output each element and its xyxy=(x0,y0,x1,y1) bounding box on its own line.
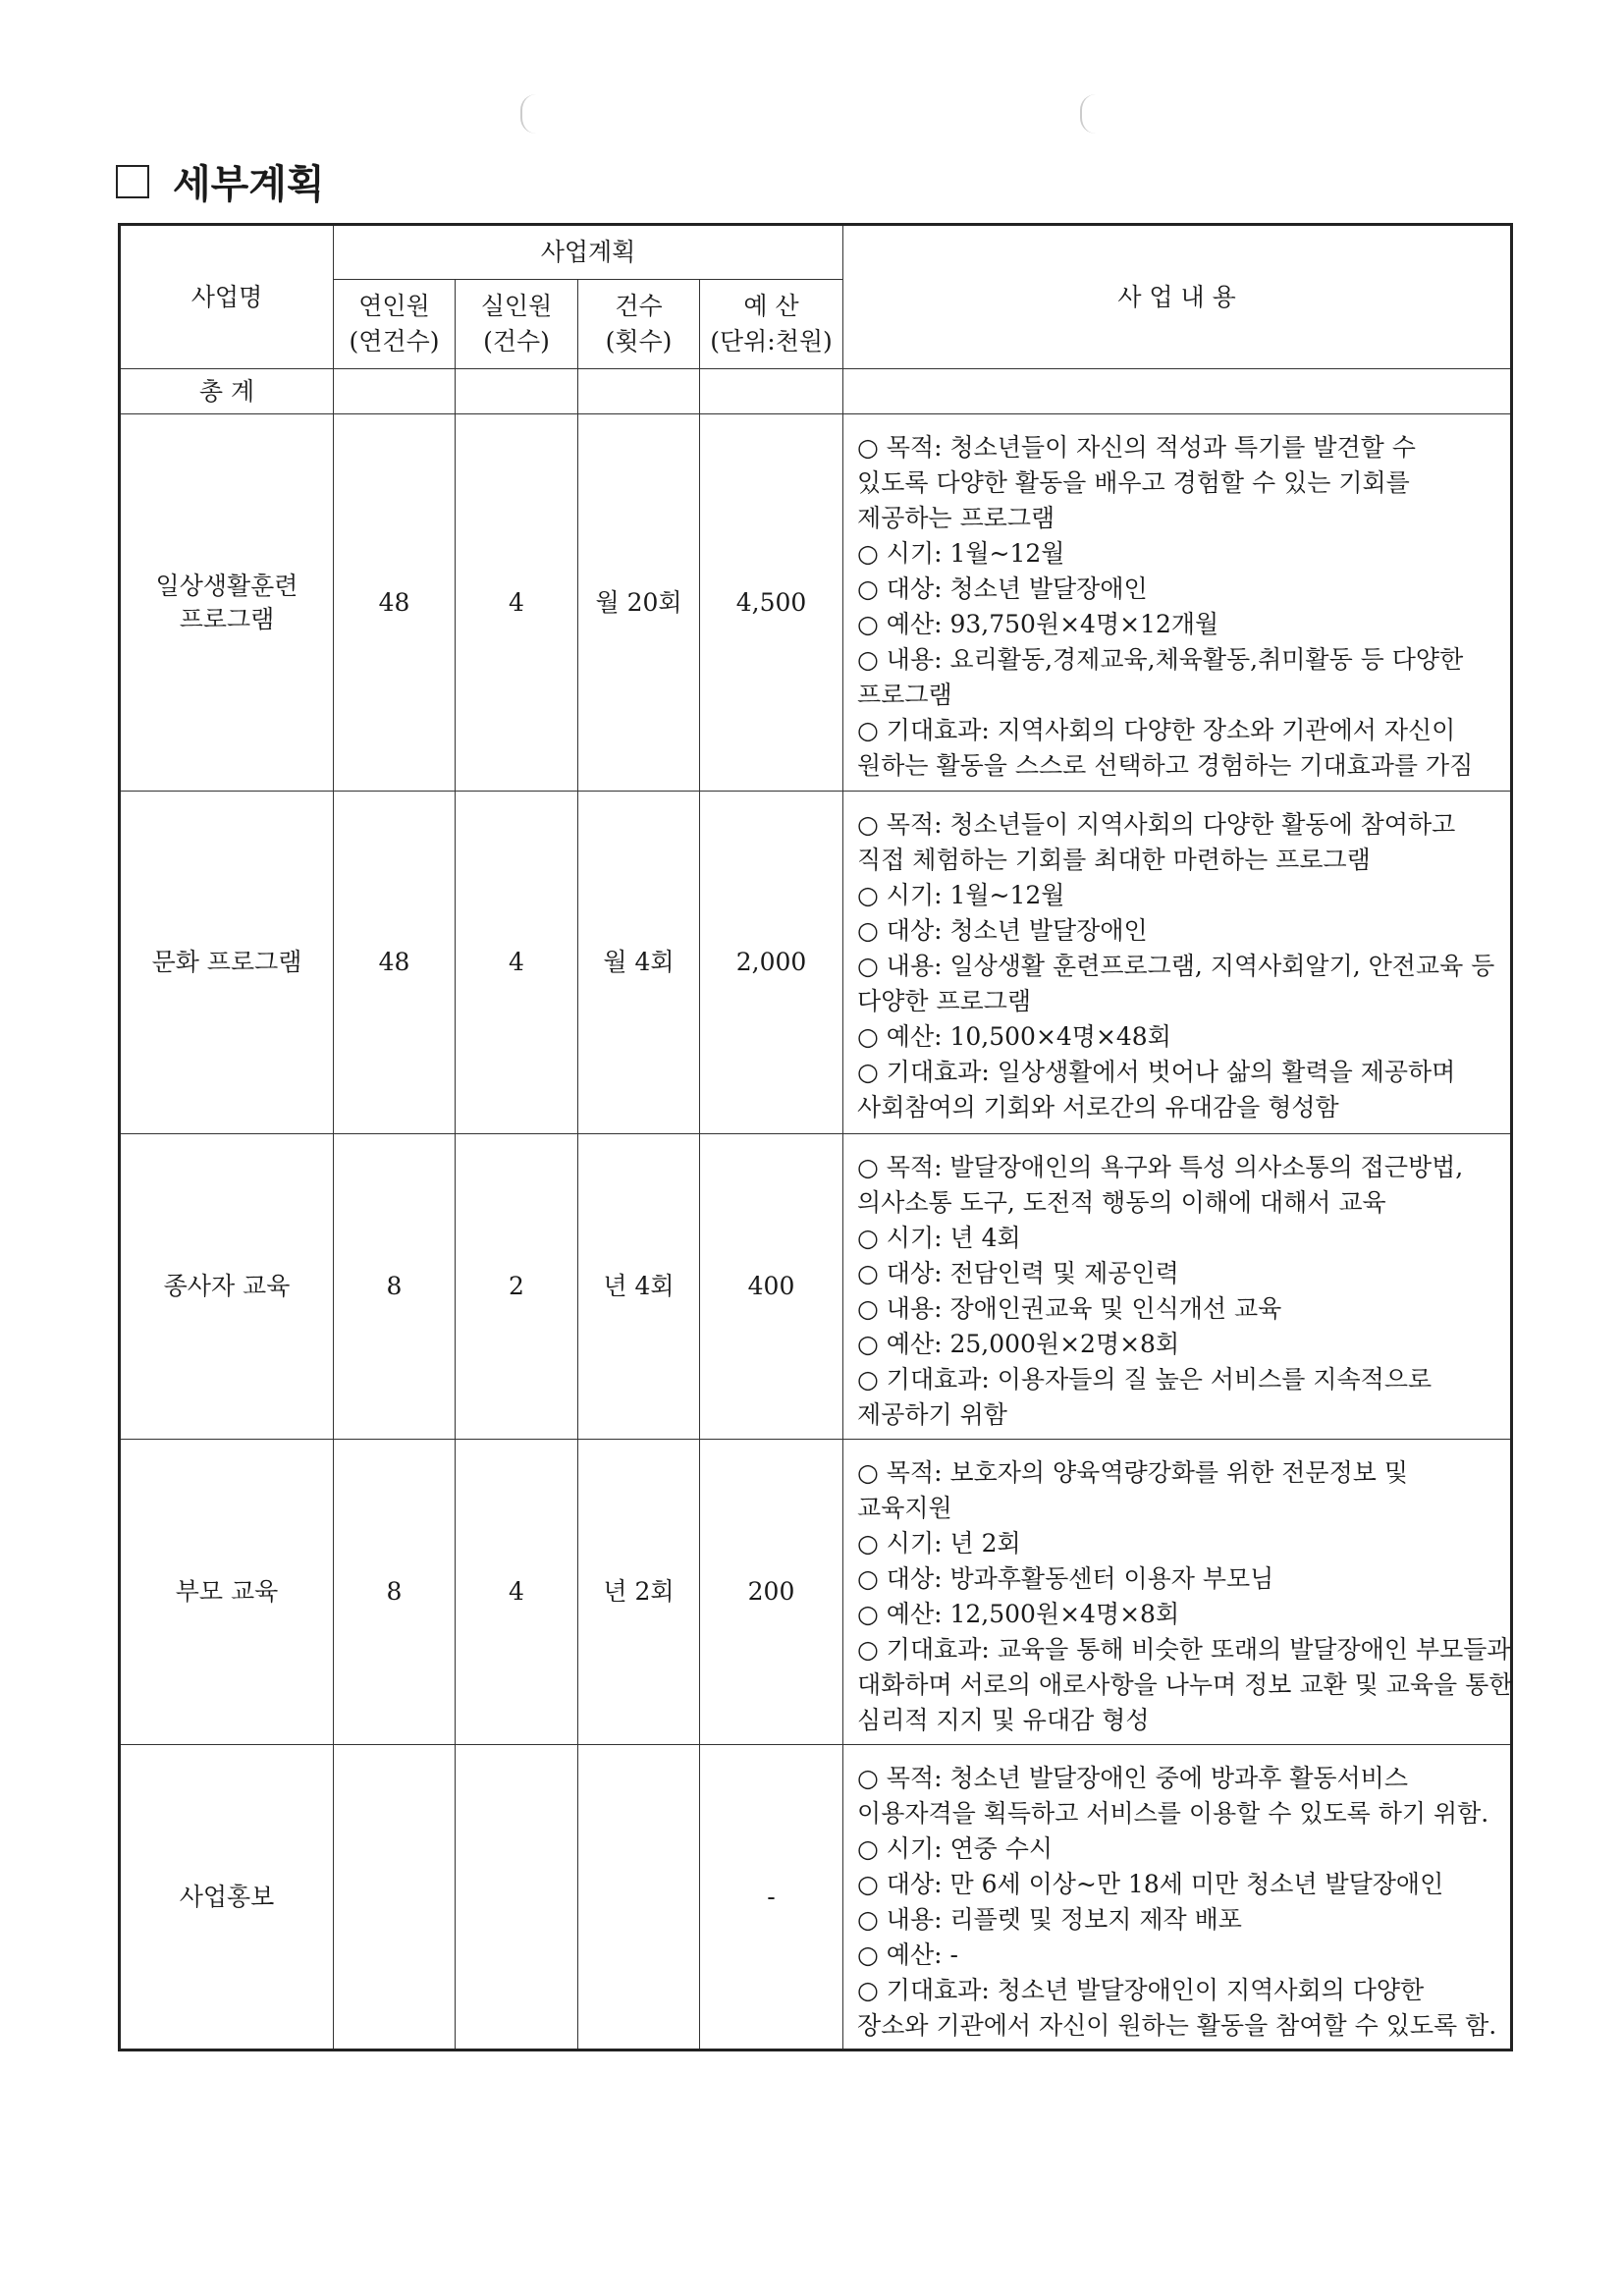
content-line: ○ 예산: 10,500×4명×48회 xyxy=(857,1022,1171,1051)
business-name-line: 부모 교육 xyxy=(175,1577,279,1607)
content-line: ○ 목적: 청소년들이 자신의 적성과 특기를 발견할 수 xyxy=(857,433,1416,462)
actual-people-cell: 4 xyxy=(456,792,578,1134)
annual-people-cell: 8 xyxy=(334,1134,456,1440)
count-cell: 년 2회 xyxy=(578,1440,700,1745)
actual-people-cell: 2 xyxy=(456,1134,578,1440)
count-cell: 월 20회 xyxy=(578,414,700,792)
header-budget-label: 예 산 xyxy=(743,292,799,320)
header-actual-people-label: 실인원 xyxy=(480,292,553,320)
budget-cell: 4,500 xyxy=(700,414,843,792)
content-line: ○ 내용: 요리활동,경제교육,체육활동,취미활동 등 다양한 xyxy=(857,645,1464,674)
content-line: 제공하는 프로그램 xyxy=(857,504,1055,532)
business-name-cell xyxy=(120,1745,334,2050)
content-line: ○ 시기: 연중 수시 xyxy=(857,1834,1054,1863)
business-name-cell xyxy=(120,1440,334,1745)
business-name-cell xyxy=(120,414,334,792)
business-content-cell xyxy=(843,1134,1512,1440)
actual-people-cell: 4 xyxy=(456,1440,578,1745)
budget-cell: 200 xyxy=(700,1440,843,1745)
budget-cell: 400 xyxy=(700,1134,843,1440)
content-line: ○ 시기: 년 2회 xyxy=(857,1529,1021,1558)
annual-people-cell xyxy=(334,1745,456,2050)
content-line: ○ 목적: 청소년들이 지역사회의 다양한 활동에 참여하고 xyxy=(857,810,1456,839)
header-count-label: 건수 xyxy=(615,292,663,320)
table-row xyxy=(120,1745,1512,2050)
header-business-name: 사업명 xyxy=(120,225,334,369)
business-content-cell xyxy=(843,1440,1512,1745)
header-actual-people xyxy=(456,280,578,369)
actual-people-cell xyxy=(456,1745,578,2050)
content-line: ○ 목적: 발달장애인의 욕구와 특성 의사소통의 접근방법, xyxy=(857,1153,1464,1181)
total-content xyxy=(843,369,1512,414)
content-line: ○ 기대효과: 지역사회의 다양한 장소와 기관에서 자신이 xyxy=(857,716,1456,744)
content-line: ○ 기대효과: 청소년 발달장애인이 지역사회의 다양한 xyxy=(857,1976,1425,2004)
content-line: ○ 내용: 리플렛 및 정보지 제작 배포 xyxy=(857,1905,1242,1934)
content-line: ○ 대상: 만 6세 이상~만 18세 미만 청소년 발달장애인 xyxy=(857,1870,1444,1898)
content-line: 대화하며 서로의 애로사항을 나누며 정보 교환 및 교육을 통한 xyxy=(857,1670,1513,1699)
content-line: ○ 기대효과: 이용자들의 질 높은 서비스를 지속적으로 xyxy=(857,1365,1433,1394)
header-annual-people-label: 연인원 xyxy=(358,292,430,320)
header-budget-unit: (단위:천원) xyxy=(710,327,833,355)
content-line: ○ 내용: 일상생활 훈련프로그램, 지역사회알기, 안전교육 등 xyxy=(857,952,1495,980)
header-actual-people-unit: (건수) xyxy=(483,327,550,355)
scan-mark-left xyxy=(520,94,536,134)
content-line: ○ 예산: 93,750원×4명×12개월 xyxy=(857,610,1219,638)
business-content-cell xyxy=(843,1745,1512,2050)
content-line: ○ 내용: 장애인권교육 및 인식개선 교육 xyxy=(857,1294,1282,1323)
content-line: ○ 예산: 12,500원×4명×8회 xyxy=(857,1600,1180,1628)
content-line: 있도록 다양한 활동을 배우고 경험할 수 있는 기회를 xyxy=(857,468,1410,497)
content-line: 장소와 기관에서 자신이 원하는 활동을 참여할 수 있도록 함. xyxy=(857,2011,1497,2040)
content-line: ○ 대상: 청소년 발달장애인 xyxy=(857,916,1148,945)
content-line: ○ 목적: 보호자의 양육역량강화를 위한 전문정보 및 xyxy=(857,1458,1408,1487)
annual-people-cell: 48 xyxy=(334,792,456,1134)
business-name-line: 종사자 교육 xyxy=(163,1272,291,1301)
header-annual-people xyxy=(334,280,456,369)
content-line: 교육지원 xyxy=(857,1494,952,1522)
budget-cell: 2,000 xyxy=(700,792,843,1134)
header-count-unit: (횟수) xyxy=(605,327,673,355)
content-line: ○ 예산: 25,000원×2명×8회 xyxy=(857,1330,1180,1358)
business-name-line: 사업홍보 xyxy=(179,1882,275,1911)
content-line: ○ 예산: - xyxy=(857,1941,958,1969)
business-name-cell xyxy=(120,1134,334,1440)
content-line: 제공하기 위함 xyxy=(857,1400,1007,1429)
header-plan: 사업계획 xyxy=(334,225,843,280)
content-line: 이용자격을 획득하고 서비스를 이용할 수 있도록 하기 위함. xyxy=(857,1799,1489,1828)
content-line: ○ 시기: 1월~12월 xyxy=(857,539,1065,568)
business-name-line: 프로그램 xyxy=(179,604,275,633)
content-line: ○ 대상: 청소년 발달장애인 xyxy=(857,574,1148,603)
total-label: 총 계 xyxy=(120,369,334,414)
business-content-cell xyxy=(843,792,1512,1134)
content-line: ○ 시기: 년 4회 xyxy=(857,1224,1021,1252)
annual-people-cell: 48 xyxy=(334,414,456,792)
checkbox-square-icon xyxy=(116,165,149,198)
content-line: 심리적 지지 및 유대감 형성 xyxy=(857,1706,1150,1734)
header-annual-people-unit: (연건수) xyxy=(349,327,440,355)
plan-table xyxy=(118,223,1513,2051)
table-row xyxy=(120,414,1512,792)
count-cell: 월 4회 xyxy=(578,792,700,1134)
total-row xyxy=(120,369,1512,414)
content-line: 원하는 활동을 스스로 선택하고 경험하는 기대효과를 가짐 xyxy=(857,751,1474,780)
business-name-cell xyxy=(120,792,334,1134)
business-content-cell xyxy=(843,414,1512,792)
table-row xyxy=(120,792,1512,1134)
plan-rows xyxy=(120,414,1512,2050)
count-cell xyxy=(578,1745,700,2050)
annual-people-cell: 8 xyxy=(334,1440,456,1745)
content-line: ○ 시기: 1월~12월 xyxy=(857,881,1065,909)
section-heading xyxy=(116,153,325,209)
content-line: 프로그램 xyxy=(857,681,952,709)
header-budget xyxy=(700,280,843,369)
content-line: 사회참여의 기회와 서로간의 유대감을 형성함 xyxy=(857,1093,1339,1121)
header-count xyxy=(578,280,700,369)
budget-cell: - xyxy=(700,1745,843,2050)
business-name-line: 문화 프로그램 xyxy=(151,948,302,977)
content-line: 직접 체험하는 기회를 최대한 마련하는 프로그램 xyxy=(857,846,1371,874)
total-count xyxy=(578,369,700,414)
total-budget xyxy=(700,369,843,414)
section-heading-text: 세부계획 xyxy=(173,162,325,207)
content-line: ○ 대상: 전담인력 및 제공인력 xyxy=(857,1259,1179,1287)
content-line: ○ 대상: 방과후활동센터 이용자 부모님 xyxy=(857,1564,1274,1593)
content-line: ○ 기대효과: 교육을 통해 비슷한 또래의 발달장애인 부모들과 xyxy=(857,1635,1511,1664)
content-line: 다양한 프로그램 xyxy=(857,987,1032,1015)
count-cell: 년 4회 xyxy=(578,1134,700,1440)
table-row xyxy=(120,1134,1512,1440)
content-line: ○ 목적: 청소년 발달장애인 중에 방과후 활동서비스 xyxy=(857,1764,1408,1792)
scan-mark-right xyxy=(1080,94,1096,134)
header-content: 사 업 내 용 xyxy=(843,225,1512,369)
content-line: ○ 기대효과: 일상생활에서 벗어나 삶의 활력을 제공하며 xyxy=(857,1058,1456,1086)
content-line: 의사소통 도구, 도전적 행동의 이해에 대해서 교육 xyxy=(857,1188,1386,1217)
total-actual xyxy=(456,369,578,414)
table-row xyxy=(120,1440,1512,1745)
actual-people-cell: 4 xyxy=(456,414,578,792)
business-name-line: 일상생활훈련 xyxy=(155,571,298,600)
total-annual xyxy=(334,369,456,414)
